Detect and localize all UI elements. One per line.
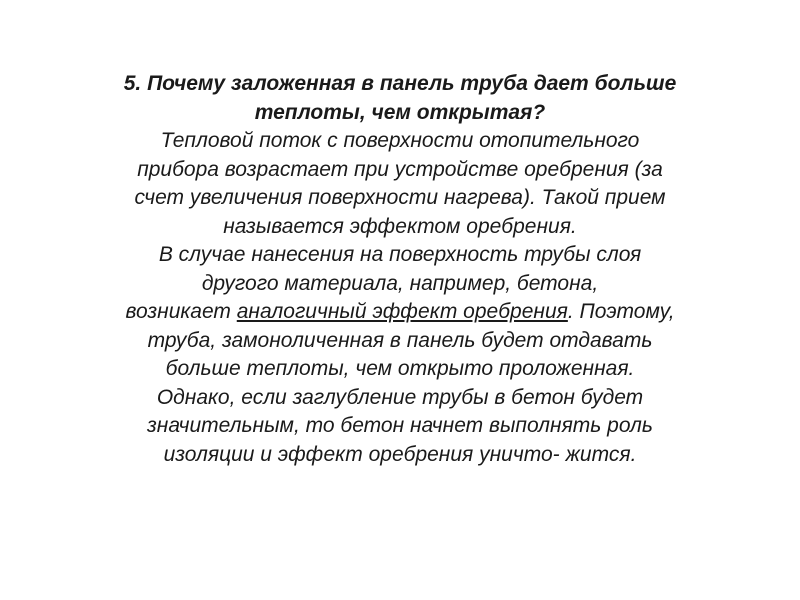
text-line: счет увеличения поверхности нагрева). Такой прием — [134, 186, 666, 209]
analogous-finning-effect-link[interactable]: аналогичный эффект оребрения — [236, 300, 568, 323]
text-line: изоляции и эффект оребрения уничто- жится. — [163, 442, 637, 466]
answer-paragraph-2 — [40, 241, 760, 469]
slide-text-block — [40, 70, 760, 469]
text-line: называется эффектом оребрения. — [223, 214, 577, 238]
text-line: больше теплоты, чем открыто проложенная. — [165, 357, 635, 380]
text-line: Тепловой поток с поверхности отопительного — [160, 129, 640, 152]
text-line: прибора возрастает при устройстве оребрения (за — [137, 157, 663, 181]
text-line: В случае нанесения на поверхность трубы слоя — [158, 243, 642, 266]
text-line-suffix: . Поэтому, — [567, 300, 675, 323]
heading-line: 5. Почему заложенная в панель труба дает больше — [123, 72, 677, 95]
text-line-prefix: возникает — [125, 300, 237, 323]
heading-line: теплоты, чем открытая? — [254, 100, 546, 124]
text-line: труба, замоноличенная в панель будет отдавать — [147, 328, 653, 352]
text-line: другого материала, например, бетона, — [201, 271, 599, 295]
text-line: значительным, то бетон начнет выполнять роль — [147, 414, 653, 437]
answer-paragraph-1 — [40, 127, 760, 241]
question-heading — [40, 70, 760, 127]
text-line: Однако, если заглубление трубы в бетон будет — [156, 385, 644, 409]
